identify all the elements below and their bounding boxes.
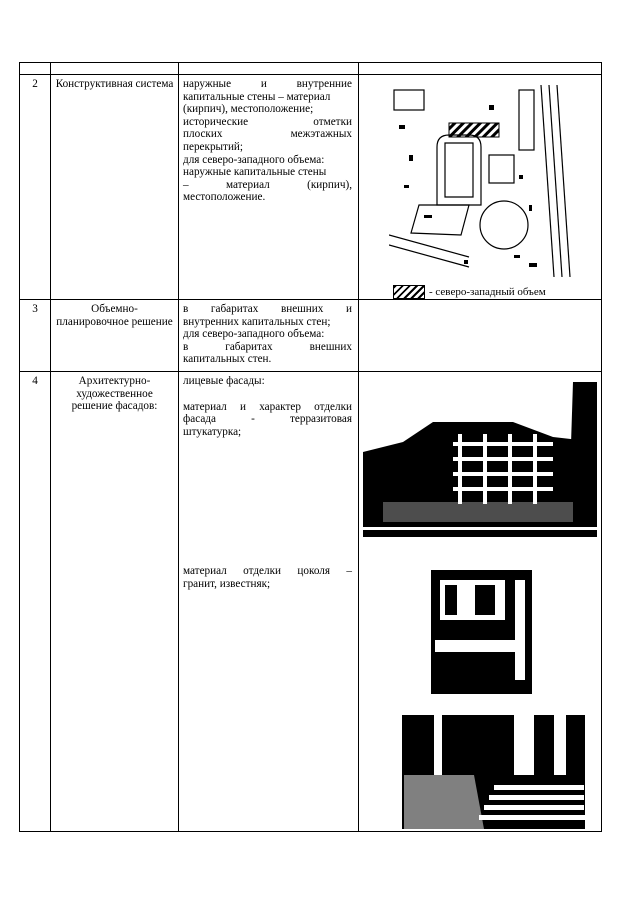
site-plan-map — [389, 85, 579, 277]
desc-line: лицевые фасады: — [183, 375, 265, 387]
row-number: 3 — [20, 300, 51, 372]
desc-line: штукатурка; — [183, 425, 242, 438]
desc-line: для северо-западного объема: — [183, 328, 325, 341]
header-cell — [179, 63, 359, 75]
row-title: Объемно-планировочное решение — [51, 300, 179, 372]
row-title: Конструктивная система — [51, 75, 179, 300]
desc-line: (кирпич), местоположение; — [183, 103, 314, 116]
hatch-swatch-icon — [393, 285, 425, 299]
desc-line: материал отделки цоколя – — [183, 565, 352, 577]
row-number: 4 — [20, 372, 51, 832]
facade-photos-cell — [359, 372, 602, 832]
map-legend — [393, 285, 546, 299]
building-photo — [363, 382, 597, 537]
desc-line: плоских межэтажных — [183, 128, 352, 141]
desc-line: наружные капитальные стены — [183, 166, 327, 179]
row-title: Архитектурно-художественное решение фасадов: — [51, 372, 179, 832]
desc-line: в габаритах внешних и — [183, 303, 352, 315]
desc-line: в габаритах внешних — [183, 340, 352, 353]
row-description — [179, 300, 359, 372]
header-cell — [359, 63, 602, 75]
desc-line: материал и характер отделки — [183, 400, 352, 413]
plinth-photo — [374, 715, 585, 829]
desc-line: капитальные стены – материал — [183, 90, 331, 103]
desc-line: перекрытий; — [183, 140, 244, 153]
table-row — [20, 300, 602, 372]
legend-label: - северо-западный объем — [429, 285, 546, 298]
header-cell — [20, 63, 51, 75]
heritage-table — [19, 62, 602, 832]
row-description — [179, 75, 359, 300]
header-cell — [51, 63, 179, 75]
site-plan-cell — [359, 75, 602, 300]
table-row — [20, 75, 602, 300]
desc-line: для северо-западного объема: — [183, 153, 325, 166]
row-number: 2 — [20, 75, 51, 300]
desc-line: капитальных стен. — [183, 353, 272, 366]
row-description — [179, 372, 359, 832]
facade-detail-photo — [415, 570, 532, 694]
desc-line: – материал (кирпич), — [183, 178, 352, 191]
empty-cell — [359, 300, 602, 372]
desc-line: местоположение. — [183, 191, 266, 204]
desc-line: фасада - терразитовая — [183, 413, 352, 426]
desc-line: внутренних капитальных стен; — [183, 315, 331, 328]
desc-line: гранит, известняк; — [183, 577, 271, 590]
desc-line: исторические отметки — [183, 115, 352, 128]
desc-line: наружные и внутренние — [183, 78, 352, 90]
table-header-row — [20, 63, 602, 75]
table-row — [20, 372, 602, 832]
